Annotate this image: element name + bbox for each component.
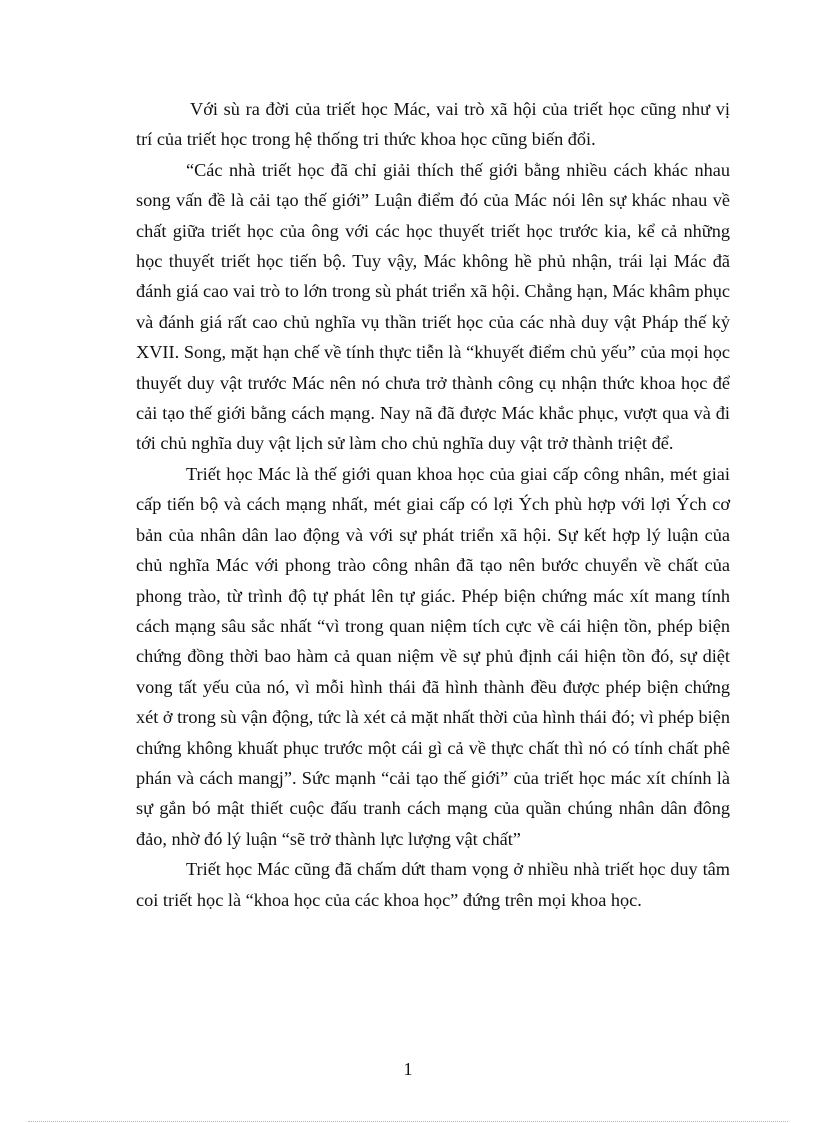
page-number: 1 <box>403 1059 413 1079</box>
paragraph-4: Triết học Mác cũng đã chấm dứt tham vọng ở nhiều nhà triết học duy tâm coi triết học là “khoa học của các khoa học” đứng trên mọi khoa học. <box>136 859 730 910</box>
paragraph-2: “Các nhà triết học đã chỉ giải thích thế giới bằng nhiều cách khác nhau song vấn đề là cải tạo thế giới” Luận điểm đó của Mác nói lên sự khác nhau về chất giữa triết học của ông với các học thuyết triết học trước kia, kể cả những học thuyết triết học tiến bộ. Tuy vậy, Mác không hề phủ nhận, trái lại Mác đã đánh giá cao vai trò to lớn trong sù phát triển xã hội. Chẳng hạn, Mác khâm phục và đánh giá rất cao chủ nghĩa vụ thần triết học của các nhà duy vật Pháp thế kỷ XVII. Song, mặt hạn chế về tính thực tiễn là “khuyết điểm chủ yếu” của mọi học thuyết duy vật trước Mác nên nó chưa trở thành công cụ nhận thức khoa học để cải tạo thế giới bằng cách mạng. Nay nã đã được Mác khắc phục, vượt qua và đi tới chủ nghĩa duy vật lịch sử làm cho chủ nghĩa duy vật trở thành triệt để. <box>136 159 731 454</box>
paragraph-1: Với sù ra đời của triết học Mác, vai trò xã hội của triết học cũng như vị trí của triết học trong hệ thống tri thức khoa học cũng biến đổi. <box>136 99 730 150</box>
body-text <box>136 94 730 915</box>
footer-divider <box>28 1121 788 1122</box>
paragraph-3: Triết học Mác là thế giới quan khoa học của giai cấp công nhân, mét giai cấp tiến bộ và cách mạng nhất, mét giai cấp có lợi Ých phù hợp với lợi Ých cơ bản của nhân dân lao động và với sự phát triển xã hội. Sự kết hợp lý luận của chủ nghĩa Mác với phong trào công nhân đã tạo nên bước chuyển về chất của phong trào, từ trình độ tự phát lên tự giác. Phép biện chứng mác xít mang tính cách mạng sâu sắc nhất “vì trong quan niệm tích cực về cái hiện tồn, phép biện chứng đồng thời bao hàm cả quan niệm về sự phủ định cái hiện tồn đó, sự diệt vong tất yếu của nó, vì mỗi hình thái đã hình thành đều được phép biện chứng xét ở trong sù vận động, tức là xét cả mặt nhất thời của hình thái đó; vì phép biện chứng không khuất phục trước một cái gì cả về thực chất thì nó có tính chất phê phán và cách mangj”. Sức mạnh “cải tạo thế giới” của triết học mác xít chính là sự gắn bó mật thiết cuộc đấu tranh cách mạng của quần chúng nhân dân đông đảo, nhờ đó lý luận “sẽ trở thành lực lượng vật chất” <box>136 463 730 849</box>
